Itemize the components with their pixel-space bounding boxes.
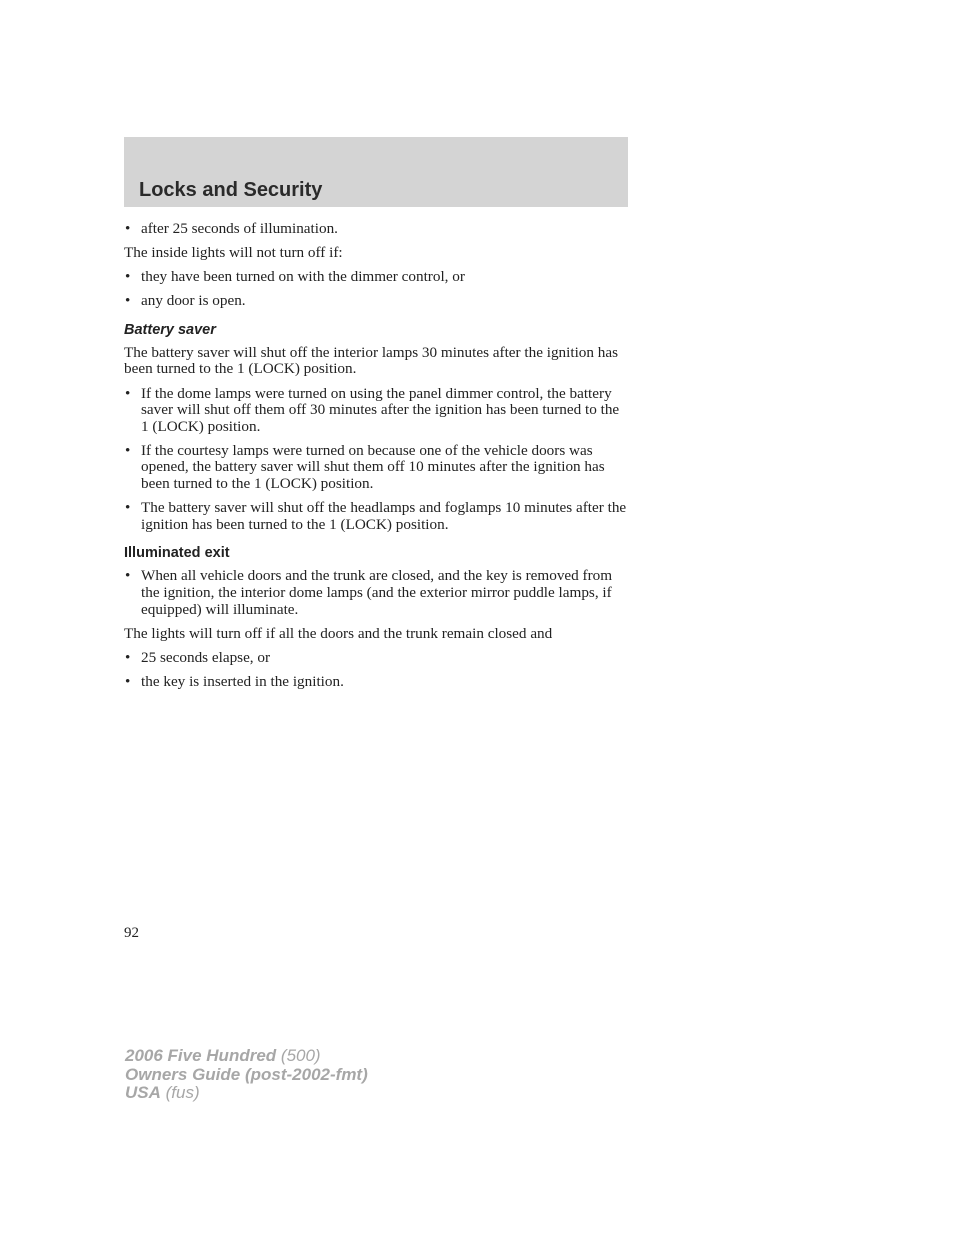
bullet-text: after 25 seconds of illumination.: [141, 220, 338, 237]
bullet-item: [124, 568, 629, 618]
paragraph: The lights will turn off if all the doors and the trunk remain closed and: [124, 624, 553, 642]
bullet-marker: •: [125, 292, 131, 310]
bullet-item: [124, 221, 629, 238]
section-title: Locks and Security: [139, 179, 323, 201]
bullet-text: When all vehicle doors and the trunk are closed, and the key is removed from the ignition, the interior dome lamps (and the exterior mirror puddle lamps, if equipped) will illuminate.: [141, 567, 613, 618]
bullet-item: [124, 500, 629, 533]
bullet-text: The battery saver will shut off the headlamps and foglamps 10 minutes after the ignition has been turned to the 1 (LOCK) position.: [141, 499, 627, 533]
bullet-marker: •: [125, 220, 131, 237]
bullet-item: [124, 269, 629, 286]
bullet-text: 25 seconds elapse, or: [141, 648, 271, 666]
bullet-text: the key is inserted in the ignition.: [141, 672, 344, 690]
section-header-band: [124, 137, 628, 207]
page-number: 92: [124, 925, 139, 941]
subsection-heading: Battery saver: [124, 321, 216, 338]
bullet-item: [124, 386, 629, 436]
footer-line-3: USA (fus): [125, 1083, 200, 1102]
bullet-text: If the courtesy lamps were turned on because one of the vehicle doors was opened, the battery saver will shut them off 10 minutes after the ignition has been turned to the 1 (LOCK) position.: [141, 441, 605, 493]
bullet-item: [124, 293, 629, 310]
bullet-marker: •: [125, 499, 131, 517]
bullet-text: they have been turned on with the dimmer control, or: [141, 268, 465, 286]
paragraph: The inside lights will not turn off if:: [124, 244, 343, 262]
bullet-text: If the dome lamps were turned on using the panel dimmer control, the battery saver will shut off them off 30 minutes after the ignition has been turned to the 1 (LOCK) position.: [141, 384, 620, 435]
bullet-marker: •: [125, 567, 131, 585]
bullet-marker: •: [125, 384, 131, 402]
bullet-item: [124, 443, 629, 493]
subsection-heading: Illuminated exit: [124, 545, 230, 562]
footer-line-1: 2006 Five Hundred (500): [125, 1046, 321, 1065]
footer-line-2: Owners Guide (post-2002-fmt): [125, 1064, 368, 1084]
paragraph: The battery saver will shut off the interior lamps 30 minutes after the ignition has been turned to the 1 (LOCK) position.: [124, 343, 619, 378]
bullet-marker: •: [125, 672, 131, 690]
bullet-marker: •: [125, 268, 131, 286]
document-footer: [125, 1047, 368, 1103]
bullet-item: [124, 650, 629, 667]
bullet-item: [124, 674, 629, 691]
bullet-marker: •: [125, 441, 131, 459]
bullet-text: any door is open.: [141, 292, 246, 310]
page-content: [124, 221, 629, 698]
bullet-marker: •: [125, 648, 131, 666]
